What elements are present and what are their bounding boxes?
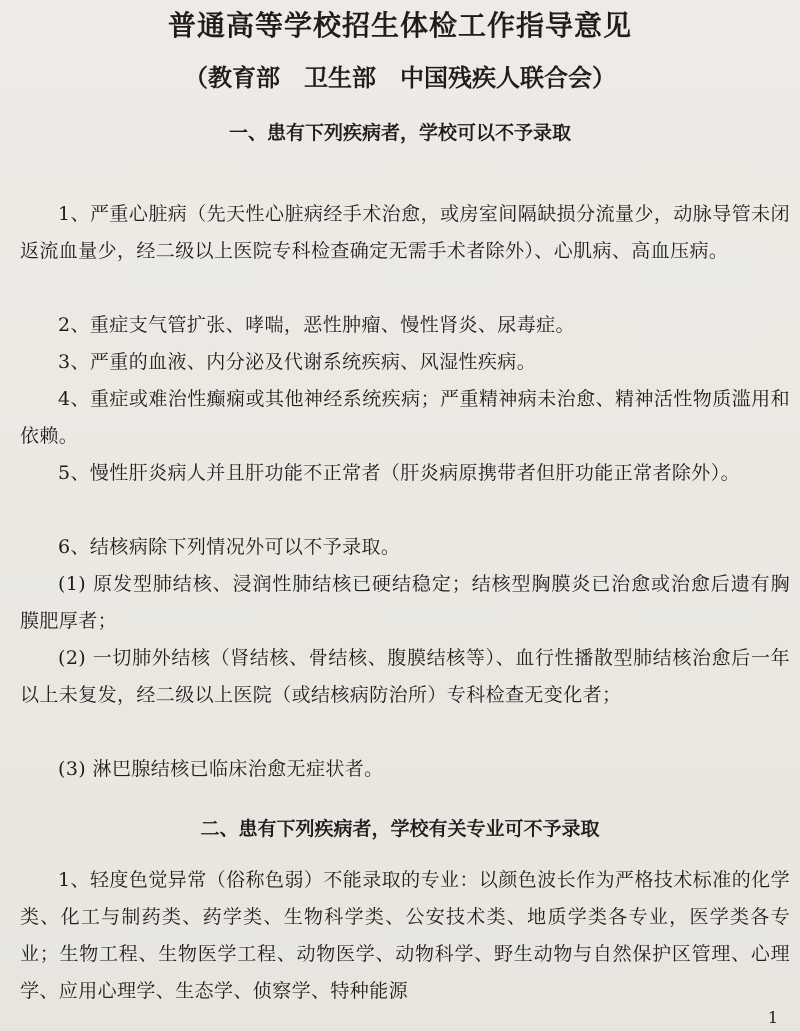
section1-item-4: 4、重症或难治性癫痫或其他神经系统疾病；严重精神病未治愈、精神活性物质滥用和依赖。 — [20, 388, 790, 447]
section1-item-6-sub-3: (3) 淋巴腺结核已临床治愈无症状者。 — [58, 758, 384, 780]
section1-item-5: 5、慢性肝炎病人并且肝功能不正常者（肝炎病原携带者但肝功能正常者除外）。 — [58, 462, 740, 484]
section1-item-6-sub-1: (1) 原发型肺结核、浸润性肺结核已硬结稳定；结核型胸膜炎已治愈或治愈后遗有胸膜肥厚者； — [20, 573, 790, 632]
section1-item-2: 2、重症支气管扩张、哮喘，恶性肿瘤、慢性肾炎、尿毒症。 — [58, 314, 575, 336]
section1-item-6: 6、结核病除下列情况外可以不予录取。 — [58, 536, 401, 558]
section1-heading: 一、患有下列疾病者，学校可以不予录取 — [228, 122, 571, 144]
document-subtitle: （教育部 卫生部 中国残疾人联合会） — [184, 63, 616, 92]
section1-item-6-sub-2: (2) 一切肺外结核（肾结核、骨结核、腹膜结核等）、血行性播散型肺结核治愈后一年以上未复发，经二级以上医院（或结核病防治所）专科检查无变化者； — [20, 647, 790, 706]
document-title: 普通高等学校招生体检工作指导意见 — [167, 9, 632, 42]
section2-item-1: 1、轻度色觉异常（俗称色弱）不能录取的专业：以颜色波长作为严格技术标准的化学类、化工与制药类、药学类、生物科学类、公安技术类、地质学类各专业，医学类各专业；生物工程、生物医学工程、动物医学、动物科学、野生动物与自然保护区管理、心理学、应用心理学、生态学、侦察学、特种能源 — [20, 869, 790, 1002]
section2-heading: 二、患有下列疾病者，学校有关专业可不予录取 — [200, 818, 600, 840]
section1-item-1: 1、严重心脏病（先天性心脏病经手术治愈，或房室间隔缺损分流量少，动脉导管未闭返流血量少，经二级以上医院专科检查确定无需手术者除外）、心肌病、高血压病。 — [20, 203, 790, 262]
page-number: 1 — [767, 1008, 778, 1027]
section1-item-3: 3、严重的血液、内分泌及代谢系统疾病、风湿性疾病。 — [58, 351, 537, 373]
